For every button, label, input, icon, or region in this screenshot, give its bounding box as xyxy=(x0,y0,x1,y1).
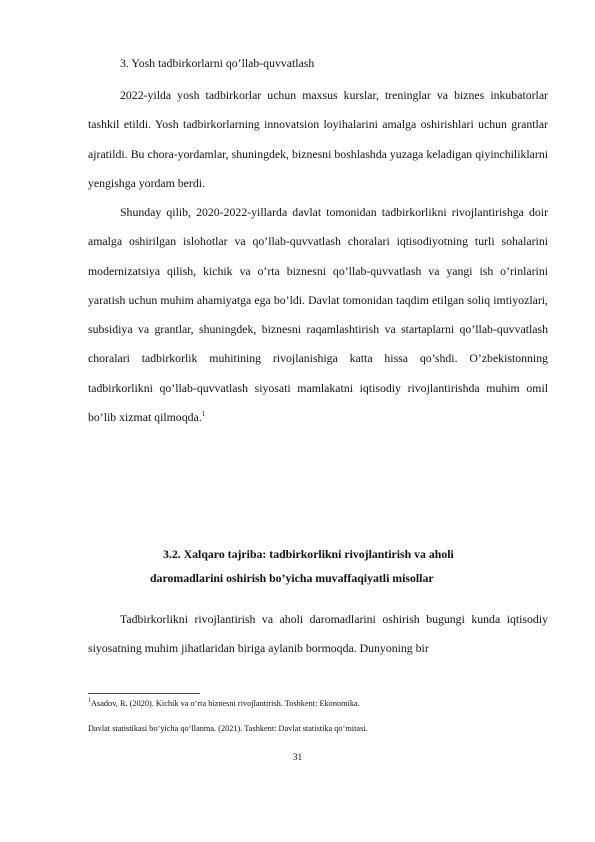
section-title-line-2: daromadlarini oshirish bo’yicha muvaffaqiyatli misollar xyxy=(150,571,434,585)
section-title-line-1: 3.2. Xalqaro tajriba: tadbirkorlikni rivojlantirish va aholi xyxy=(163,547,454,561)
paragraph-2 xyxy=(88,198,548,432)
subsection-heading: 3. Yosh tadbirkorlarni qo’llab-quvvatlash xyxy=(120,56,315,70)
footnote-1 xyxy=(88,698,360,708)
paragraph-1: 2022-yilda yosh tadbirkorlar uchun maxsus kurslar, treninglar va biznes inkubatorlar tashkil etildi. Yosh tadbirkorlarning innovatsion loyihalarini amalga oshirishlari uchun grantlar ajratildi. Bu chora-yordamlar, shuningdek, biznesni boshlashda yuzaga keladigan qiyinchiliklarni yengishga yordam berdi. xyxy=(88,88,548,190)
footnote-reference: 1 xyxy=(201,410,206,419)
section-title xyxy=(130,542,530,590)
footnote-1-marker: 1 xyxy=(88,698,91,704)
footnote-1-text: Asadov, R. (2020). Kichik va o‘rta biznesni rivojlantirish. Toshkent: Ekonomika. xyxy=(91,698,360,708)
page-number: 31 xyxy=(292,753,303,763)
paragraph-3: Tadbirkorlikni rivojlantirish va aholi daromadlarini oshirish bugungi kunda iqtisodiy siyosatning muhim jihatlaridan biriga aylanib bormoqda. Dunyoning bir xyxy=(88,612,548,656)
footnote-divider xyxy=(88,693,200,694)
footnote-2: Davlat statistikasi bo‘yicha qo‘llanma. (2021). Tashkent: Davlat statistika qo‘mitasi. xyxy=(88,724,368,733)
paragraph-2-text: Shunday qilib, 2020-2022-yillarda davlat tomonidan tadbirkorlikni rivojlantirishga doir amalga oshirilgan islohotlar va qo’llab-quvvatlash choralari iqtisodiyotning turli sohalarini modernizatsiya qilish, kichik va o’rta biznesni qo’llab-quvvatlash va yangi ish o’rinlarini yaratish uchun muhim ahamiyatga ega bo’ldi. Davlat tomonidan taqdim etilgan soliq imtiyozlari, subsidiya va grantlar, shuningdek, biznesni raqamlashtirish va startaplarni qo’llab-quvvatlash choralari tadbirkorlik muhitining rivojlanishiga katta hissa qo’shdi. O’zbekistonning tadbirkorlikni qo’llab-quvvatlash siyosati mamlakatni iqtisodiy rivojlantirishda muhim omil bo’lib xizmat qilmoqda. xyxy=(88,205,548,425)
